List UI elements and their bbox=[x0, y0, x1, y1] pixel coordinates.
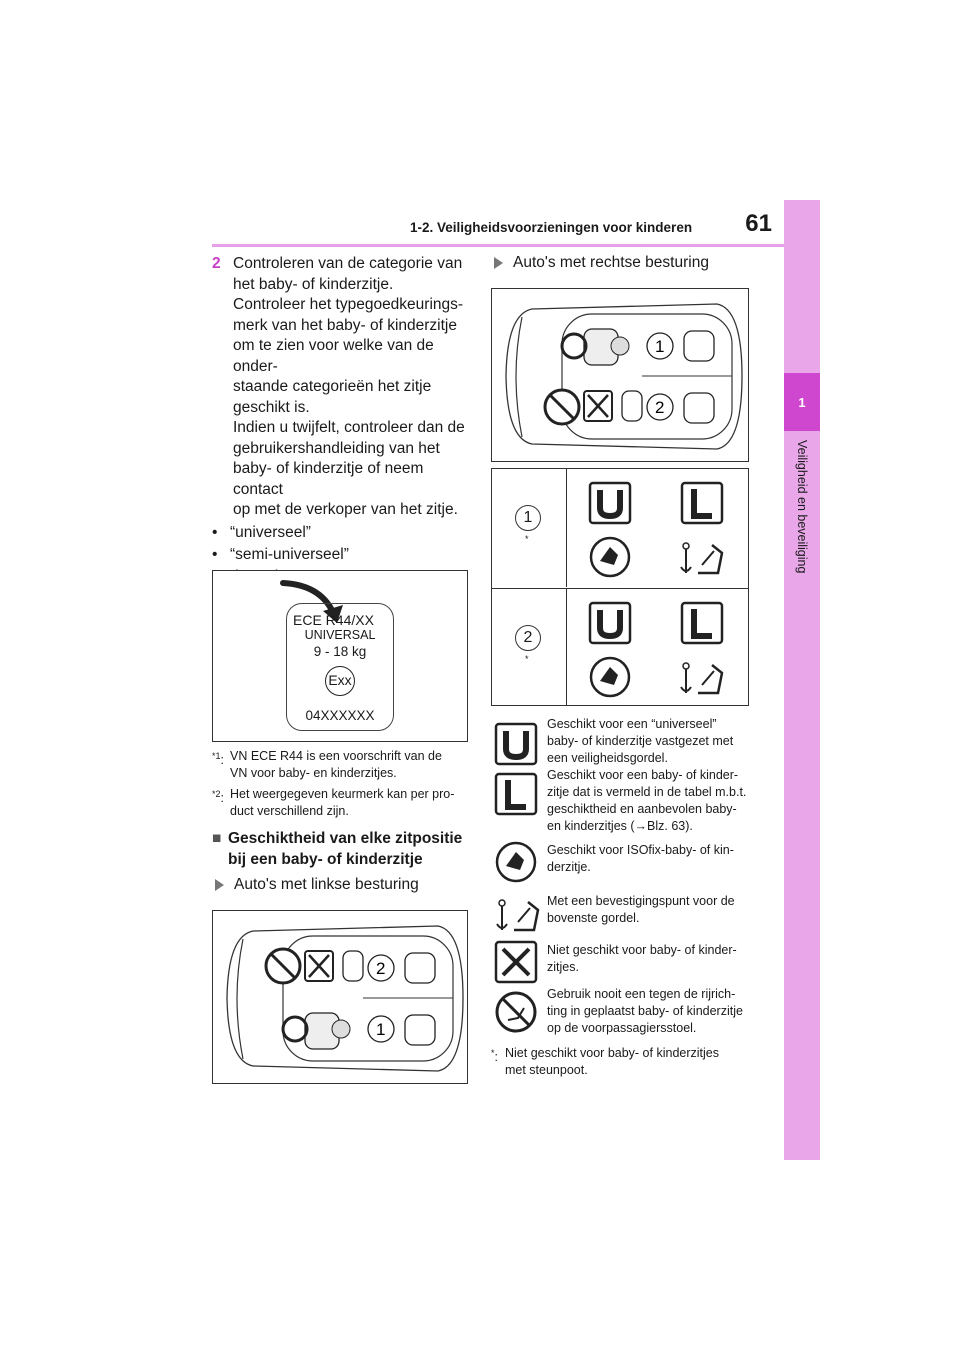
chapter-number: 1 bbox=[784, 373, 820, 431]
car-top-view-diagram bbox=[213, 911, 469, 1085]
legend-universal-text: Geschikt voor een “universeel” baby- of kinderzitje vastgezet met een veiligheidsgordel. Geschikt voor een baby- of kinder- zitje dat is vermeld in de tabel m.b.t. geschiktheid en aanbevolen baby- en kinderzitjes (→Blz. 63). bbox=[547, 717, 747, 833]
table-row bbox=[492, 469, 748, 587]
step-line: gebruikershandleiding van het bbox=[233, 439, 440, 457]
approval-weight: 9 - 18 kg bbox=[313, 644, 367, 659]
tether-anchor-icon bbox=[494, 892, 544, 936]
step-line: geschikt is. bbox=[233, 398, 310, 416]
isofix-icon bbox=[588, 535, 632, 579]
car-diagram-left-drive bbox=[212, 910, 468, 1084]
list-item: • “semi-universeel” bbox=[212, 545, 349, 563]
step-line: merk van het baby- of kinderzitje bbox=[233, 316, 457, 334]
listed-l-icon bbox=[494, 772, 538, 816]
step-2 bbox=[212, 254, 468, 521]
right-drive-heading: Auto's met rechtse besturing bbox=[491, 254, 709, 272]
tether-anchor-icon bbox=[678, 655, 728, 699]
listed-l-icon bbox=[680, 481, 724, 525]
suitability-table bbox=[491, 468, 749, 706]
page-number: 61 bbox=[745, 210, 772, 237]
tether-anchor-icon bbox=[678, 535, 728, 579]
step-number: 2 bbox=[212, 255, 221, 272]
not-suitable-x-icon bbox=[494, 940, 538, 984]
legend-isofix-text: Geschikt voor ISOfix-baby- of kin- derzitje. bbox=[547, 843, 734, 874]
approval-standard: ECE R44/XX bbox=[293, 612, 374, 628]
section-title: 1-2. Veiligheidsvoorzieningen voor kinderen bbox=[410, 220, 693, 235]
universal-u-icon bbox=[588, 601, 632, 645]
section-heading: ■ Geschiktheid van elke zitpositie bij een baby- of kinderzitje bbox=[212, 830, 463, 868]
legend-tether-text: Met een bevestigingspunt voor de bovenste gordel. bbox=[547, 894, 735, 925]
seat-number: 1 bbox=[515, 505, 541, 531]
isofix-icon bbox=[588, 655, 632, 699]
list-item: • “universeel” bbox=[212, 523, 311, 541]
step-line: het baby- of kinderzitje. bbox=[233, 275, 394, 293]
approval-label-figure bbox=[212, 570, 468, 742]
step-line: om te zien voor welke van de onder- bbox=[233, 337, 434, 375]
seat-number: 2 bbox=[515, 625, 541, 651]
svg-text:2: 2 bbox=[376, 959, 386, 978]
car-top-view-diagram bbox=[492, 289, 750, 463]
chapter-side-tab[interactable] bbox=[784, 200, 820, 1160]
support-leg-footnote: *: Niet geschikt voor baby- of kinderzitjes met steunpoot. bbox=[491, 1046, 719, 1077]
approval-category: UNIVERSAL bbox=[304, 628, 376, 642]
seat-footnote-mark: * bbox=[525, 654, 529, 664]
left-drive-heading: Auto's met linkse besturing bbox=[212, 876, 419, 894]
step-line: Indien u twijfelt, controleer dan de bbox=[233, 419, 465, 436]
step-block bbox=[212, 254, 468, 610]
isofix-icon bbox=[494, 840, 538, 884]
universal-u-icon bbox=[494, 722, 538, 766]
footnote-2: $^{*2}$: Het weergegeven keurmerk kan per pro- duct verschillend zijn. bbox=[212, 787, 455, 818]
step-line: op met de verkoper van het zitje. bbox=[233, 501, 458, 518]
svg-text:2: 2 bbox=[655, 398, 665, 417]
step-line: baby- of kinderzitje of neem contact bbox=[233, 460, 424, 498]
step-line: staande categorieën het zitje bbox=[233, 378, 432, 395]
no-rear-facing-icon bbox=[494, 990, 538, 1034]
square-bullet-icon: ■ bbox=[212, 830, 222, 847]
listed-l-icon bbox=[680, 601, 724, 645]
approval-mark: Exx bbox=[325, 666, 355, 696]
chapter-label: Veiligheid en beveiliging bbox=[795, 440, 809, 574]
step-line: Controleren van de categorie van bbox=[233, 255, 463, 272]
universal-u-icon bbox=[588, 481, 632, 525]
svg-text:1: 1 bbox=[376, 1020, 386, 1039]
legend-no-rear-facing-text: Gebruik nooit een tegen de rijrich- ting in geplaatst baby- of kinderzitje op de voorpassagiersstoel. bbox=[547, 987, 743, 1035]
car-diagram-right-drive bbox=[491, 288, 749, 462]
header-divider bbox=[212, 244, 785, 247]
triangle-bullet-icon bbox=[494, 257, 503, 269]
approval-label-card bbox=[286, 603, 394, 731]
legend-not-suitable-text: Niet geschikt voor baby- of kinder- zitjes. bbox=[547, 943, 737, 974]
triangle-bullet-icon bbox=[215, 879, 224, 891]
approval-code: 04XXXXXX bbox=[305, 708, 375, 723]
seat-footnote-mark: * bbox=[525, 534, 529, 544]
footnote-1: $^{*1}$: VN ECE R44 is een voorschrift van de VN voor baby- en kinderzitjes. bbox=[212, 749, 442, 780]
table-row bbox=[492, 588, 748, 706]
step-line: Controleer het typegoedkeurings- bbox=[233, 296, 464, 313]
step-text bbox=[233, 254, 468, 521]
svg-text:1: 1 bbox=[655, 337, 665, 356]
